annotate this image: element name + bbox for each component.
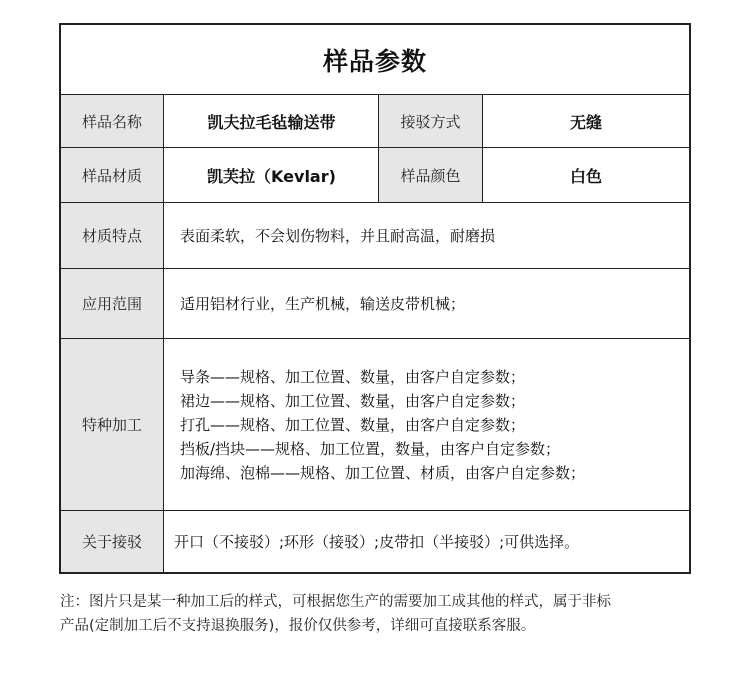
table-row-name: [61, 94, 689, 147]
label-sample-name: 样品名称: [61, 95, 164, 147]
label-about-joint: 关于接驳: [61, 511, 164, 572]
label-sample-color: 样品颜色: [378, 148, 483, 202]
table-title: 样品参数: [322, 46, 427, 76]
processing-line: 导条——规格、加工位置、数量，由客户自定参数；: [180, 367, 526, 386]
processing-line: 加海绵、泡棉——规格、加工位置、材质，由客户自定参数；: [180, 463, 586, 482]
label-material-features: 材质特点: [61, 203, 164, 268]
label-sample-material: 样品材质: [61, 148, 164, 202]
value-about-joint: 开口（不接驳）;环形（接驳）;皮带扣（半接驳）;可供选择。: [174, 533, 580, 551]
processing-line: 打孔——规格、加工位置、数量，由客户自定参数；: [180, 415, 526, 434]
value-special-processing: [164, 339, 689, 510]
table-row-features: [61, 202, 689, 268]
footnote-line: 产品(定制加工后不支持退换服务)，报价仅供参考，详细可直接联系客服。: [60, 618, 536, 634]
value-material-features: 表面柔软，不会划伤物料，并且耐高温，耐磨损: [180, 227, 496, 245]
processing-line: 挡板/挡块——规格、加工位置，数量，由客户自定参数；: [180, 439, 561, 458]
value-sample-color: 白色: [569, 166, 602, 186]
value-sample-material: 凯芙拉（Kevlar): [207, 166, 336, 186]
label-special-processing: 特种加工: [61, 339, 164, 510]
value-application-scope: 适用铝材行业，生产机械，输送皮带机械；: [180, 295, 466, 313]
footnote-line: 注：图片只是某一种加工后的样式，可根据您生产的需要加工成其他的样式，属于非标: [60, 594, 611, 610]
processing-line: 裙边——规格、加工位置、数量，由客户自定参数；: [180, 391, 526, 410]
table-row-joint: [61, 510, 689, 572]
value-joint-method: 无缝: [569, 112, 602, 132]
label-application-scope: 应用范围: [61, 269, 164, 338]
spec-table: [59, 23, 691, 574]
table-row-processing: [61, 338, 689, 510]
footnote: [60, 590, 700, 638]
label-joint-method: 接驳方式: [378, 95, 483, 147]
table-row-application: [61, 268, 689, 338]
table-row-material: [61, 147, 689, 202]
value-sample-name: 凯夫拉毛毡输送带: [207, 112, 336, 132]
